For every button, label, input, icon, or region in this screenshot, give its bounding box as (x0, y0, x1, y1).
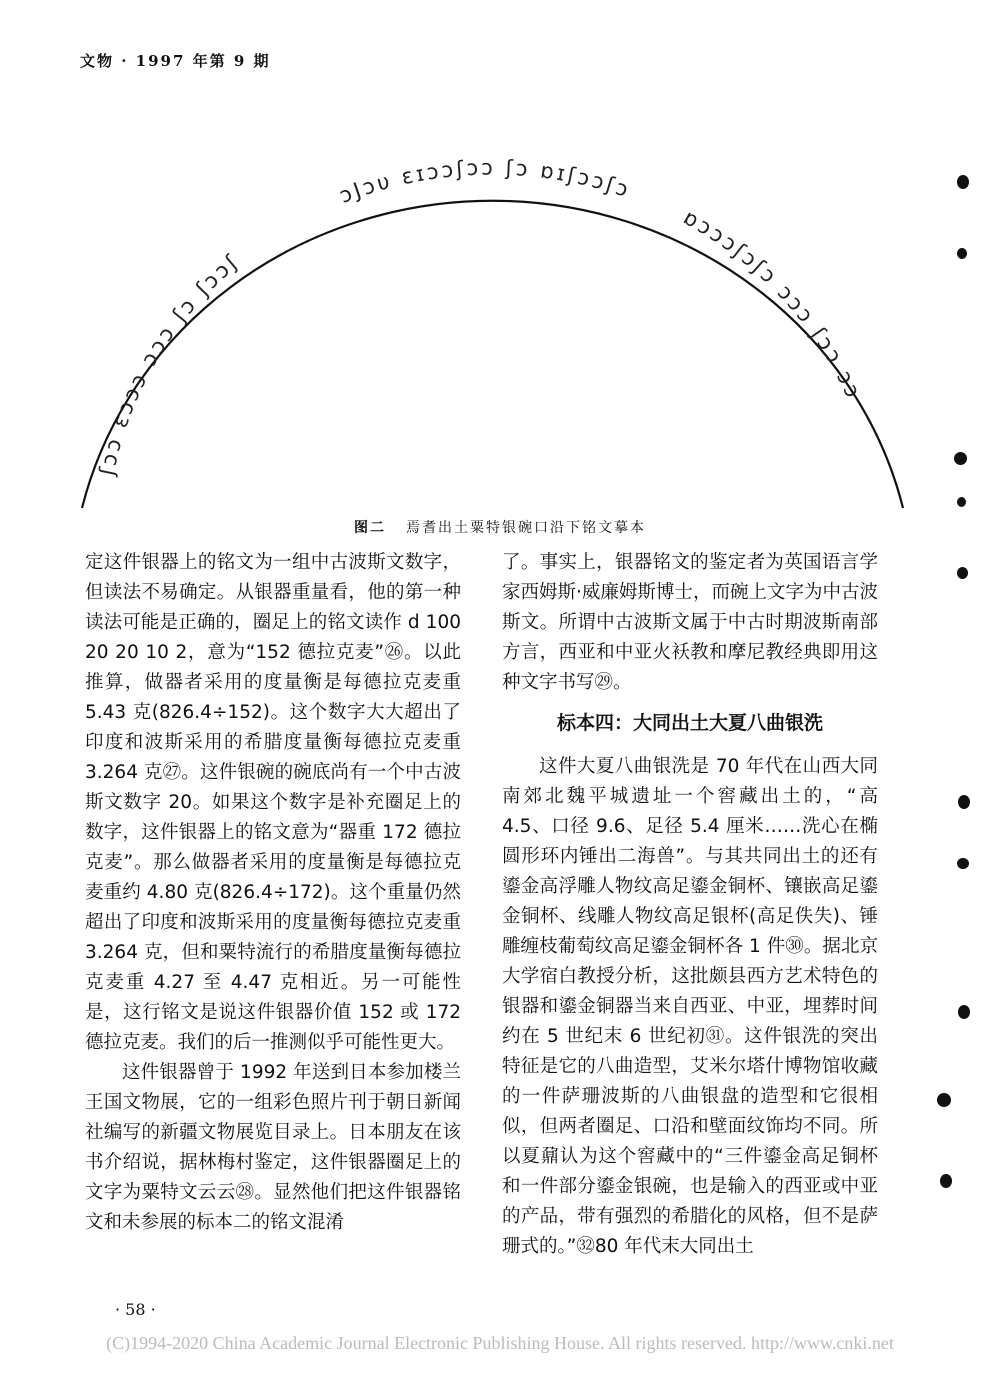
inscription-figure (70, 78, 915, 518)
section-heading: 标本四：大同出土大夏八曲银洗 (556, 712, 823, 734)
scan-mark (940, 1174, 952, 1188)
inscription-arc-drawing (70, 78, 915, 518)
scan-mark (958, 1005, 970, 1019)
scan-mark (957, 248, 967, 259)
left-paragraph-1: 定这件银器上的铭文为一组中古波斯文数字，但读法不易确定。从银器重量看，他的第一种读法可能是正确的，圈足上的铭文读作 d 100 20 20 10 2，意为“152 德拉克麦”㉖。以此推算，做器者采用的度量衡是每德拉克麦重 5.43 克(826.4÷152)。这个数字大大超出了印度和波斯采用的希腊度量衡每德拉克麦重 3.264 克㉗。这件银碗的碗底尚有一个中古波斯文数字 20。如果这个数字是补充圈足上的数字，这件银器上的铭文意为“器重 172 德拉克麦”。那么做器者采用的度量衡是每德拉克麦重约 4.80 克(826.4÷172)。这个重量仍然超出了印度和波斯采用的度量衡每德拉克麦重 3.264 克，但和粟特流行的希腊度量衡每德拉克麦重 4.27 至 4.47 克相近。另一可能性是，这行铭文是说这件银器价值 152 或 172 德拉克麦。我们的后一推测似乎可能性更大。 (85, 552, 461, 1053)
left-column (85, 548, 461, 1238)
right-paragraph-1: 了。事实上，银器铭文的鉴定者为英国语言学家西姆斯·威廉姆斯博士，而碗上文字为中古波斯文。所谓中古波斯文属于中古时期波斯南部方言，西亚和中亚火袄教和摩尼教经典即用这种文字书写㉙。 (502, 552, 878, 693)
inscription-right: ɒɔɔɔʃɔʃɔ ɔɔɔ ʃɔɔ ɔɔ (679, 205, 867, 404)
bowl-rim-arc (82, 201, 903, 508)
scan-mark (957, 858, 969, 869)
right-column (502, 548, 878, 1262)
figure-caption (0, 517, 1000, 537)
scan-mark (954, 452, 967, 465)
inscription-top: ɔJɔυ ɛɪɔɔʃɔɔ ʃɔ ɒɪʃɔɔʃɔ (336, 155, 635, 208)
left-paragraph-2: 这件银器曾于 1992 年送到日本参加楼兰王国文物展，它的一组彩色照片刊于朝日新闻社编写的新疆文物展览目录上。日本朋友在该书介绍说，据林梅村鉴定，这件银器圈足上的文字为粟特文云云㉘。显然他们把这件银器铭文和未参展的标本二的铭文混淆 (85, 1062, 461, 1233)
scan-mark (937, 1093, 951, 1107)
svg-text:ɒɔɔɔʃɔʃɔ ɔɔɔ ʃɔɔ ɔɔ (679, 205, 866, 404)
svg-text:ʃɔɔ ɛɔɔɔ ɔɔɔ ʃɔ ʃɔɔʃ (94, 249, 244, 479)
scan-mark (958, 795, 970, 809)
journal-header: 文物 · 1997 年第 9 期 (80, 52, 271, 70)
figure-number: 图二 (354, 520, 386, 536)
inscription-left: ʃɔɔ ɛɔɔɔ ɔɔɔ ʃɔ ʃɔɔʃ (94, 248, 245, 478)
figure-caption-text: 焉耆出土粟特银碗口沿下铭文摹本 (406, 520, 646, 536)
copyright-footer: (C)1994-2020 China Academic Journal Electronic Publishing House. All rights reserved. http://www.cnki.net (106, 1333, 894, 1353)
scan-mark (957, 497, 966, 507)
page-number: · 58 · (115, 1300, 156, 1319)
scan-mark (957, 175, 969, 189)
scan-mark (957, 567, 968, 579)
right-paragraph-2: 这件大夏八曲银洗是 70 年代在山西大同南郊北魏平城遗址一个窖藏出土的，“高 4.5、口径 9.6、足径 5.4 厘米……洗心在椭圆形环内锤出二海兽”。与其共同出土的还有鎏金高浮雕人物纹高足鎏金铜杯、镶嵌高足鎏金铜杯、线雕人物纹高足银杯(高足佚失)、锤雕缠枝葡萄纹高足鎏金铜杯各 1 件㉚。据北京大学宿白教授分析，这批颇县西方艺术特色的银器和鎏金铜器当来自西亚、中亚，埋葬时间约在 5 世纪末 6 世纪初㉛。这件银洗的突出特征是它的八曲造型，艾米尔塔什博物馆收藏的一件萨珊波斯的八曲银盘的造型和它很相似，但两者圈足、口沿和壁面纹饰均不同。所以夏鼐认为这个窖藏中的“三件鎏金高足铜杯和一件部分鎏金银碗，也是输入的西亚或中亚的产品，带有强烈的希腊化的风格，但不是萨珊式的。”㉜80 年代末大同出土 (502, 756, 878, 1257)
